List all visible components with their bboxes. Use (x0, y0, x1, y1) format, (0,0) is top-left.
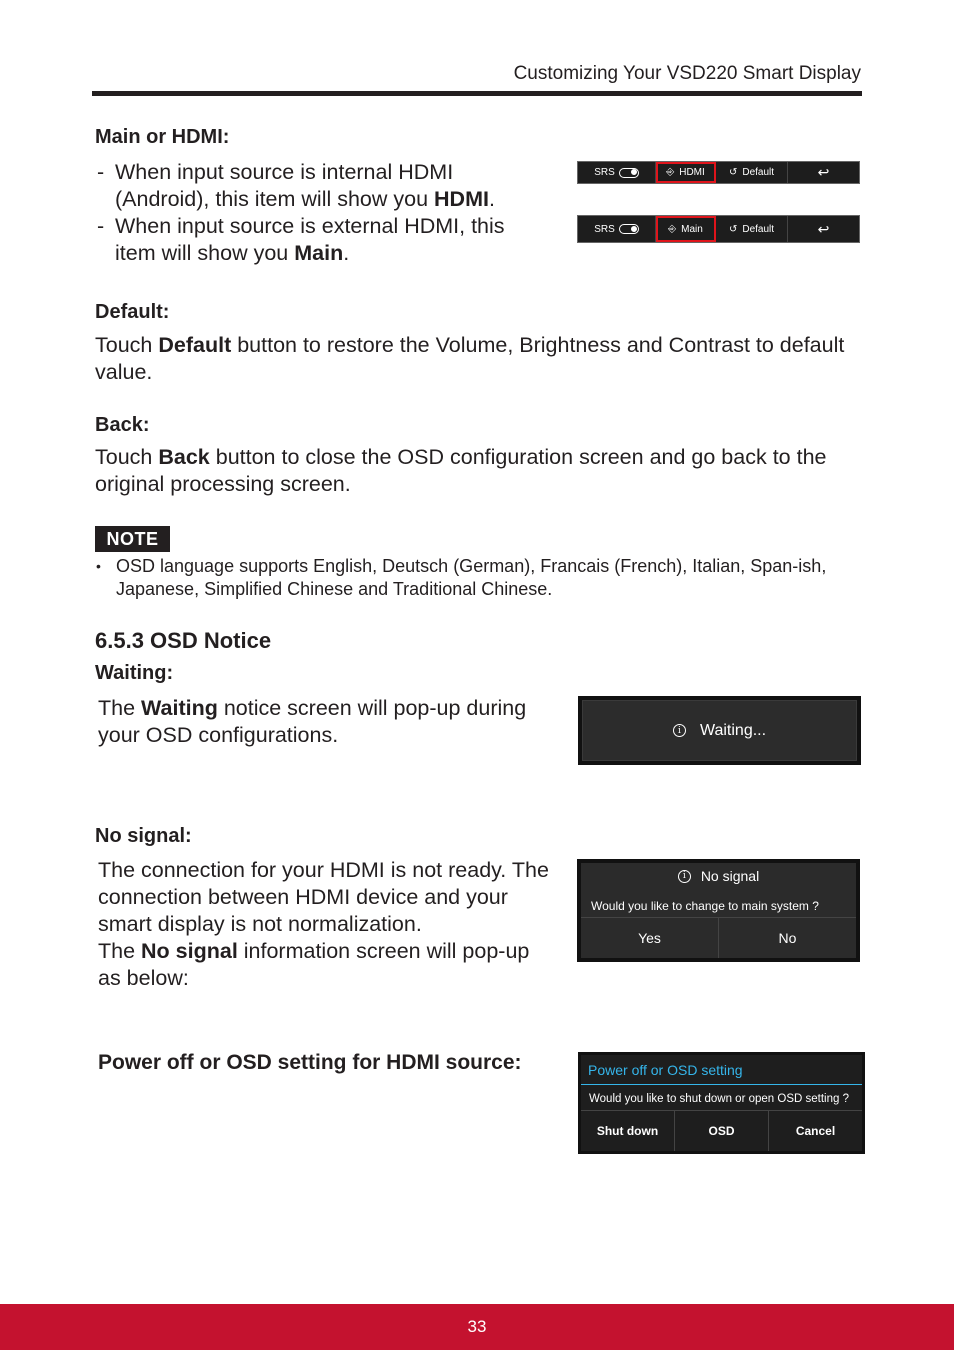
no-signal-description: The connection for your HDMI is not ready. The connection between HDMI device and your smart display is not normalization. The No signal information screen will pop-up as below: (98, 858, 549, 990)
cancel-button[interactable]: Cancel (768, 1111, 862, 1151)
shut-down-button[interactable]: Shut down (596, 1124, 659, 1138)
osd-toolbar-main (577, 215, 860, 243)
default-button[interactable]: ↺ Default (716, 216, 788, 242)
input-source-icon: ⎆ (666, 167, 675, 178)
toggle-icon (619, 224, 639, 234)
yes-button[interactable]: Yes (638, 930, 661, 946)
back-heading: Back: (95, 414, 150, 436)
srs-toggle[interactable]: SRS (578, 216, 656, 242)
restore-icon: ↺ (728, 167, 738, 178)
info-icon: i (678, 870, 691, 883)
osd-button[interactable]: OSD (674, 1111, 768, 1151)
dialog-title: Power off or OSD setting (588, 1062, 743, 1078)
back-button[interactable] (788, 162, 859, 183)
back-arrow-icon: ↩ (817, 220, 830, 237)
power-off-heading: Power off or OSD setting for HDMI source: (98, 1051, 522, 1074)
default-heading: Default: (95, 301, 170, 323)
info-icon: i (673, 724, 686, 737)
power-off-dialog (581, 1055, 862, 1151)
no-signal-heading: No signal: (95, 825, 192, 847)
note-list (95, 555, 855, 601)
osd-toolbar-hdmi (577, 161, 860, 184)
waiting-description: The Waiting notice screen will pop-up during your OSD configurations. (98, 696, 527, 747)
waiting-screen (578, 696, 861, 765)
srs-toggle[interactable]: SRS (578, 162, 656, 183)
no-signal-dialog (581, 863, 856, 958)
waiting-dialog: i Waiting... (582, 700, 857, 761)
page-number: 33 (467, 1317, 487, 1336)
back-description: Touch Back button to close the OSD configuration screen and go back to the original processing screen. (95, 445, 827, 496)
dialog-title: No signal (700, 868, 760, 884)
no-button[interactable]: No (718, 918, 856, 958)
osd-notice-heading: 6.5.3 OSD Notice (95, 628, 272, 653)
header-rule (92, 91, 862, 96)
list-item: - When input source is internal HDMI (Android), this item will show you HDMI. (95, 159, 535, 213)
source-button-main[interactable]: ⎆ Main (656, 216, 716, 242)
list-item: • OSD language supports English, Deutsch (German), Francais (French), Italian, Span-ish, Japanese, Simplified Chinese and Traditional Chinese. (95, 555, 855, 601)
list-item: - When input source is external HDMI, this item will show you Main. (95, 213, 535, 267)
no-signal-screen (577, 859, 860, 962)
restore-icon: ↺ (728, 223, 738, 235)
input-source-icon: ⎆ (668, 223, 677, 235)
waiting-heading: Waiting: (95, 662, 174, 684)
source-button-hdmi[interactable]: ⎆ HDMI (656, 162, 716, 183)
main-hdmi-list (95, 159, 535, 267)
toggle-icon (619, 168, 639, 178)
default-description: Touch Default button to restore the Volume, Brightness and Contrast to default value. (95, 333, 845, 384)
footer-bar (0, 1304, 954, 1350)
dialog-divider (581, 1084, 862, 1085)
note-badge: NOTE (95, 526, 170, 552)
main-hdmi-heading: Main or HDMI: (95, 126, 230, 148)
page-header-title: Customizing Your VSD220 Smart Display (513, 63, 861, 84)
power-off-screen (578, 1052, 865, 1154)
dialog-message: Would you like to shut down or open OSD setting ? (589, 1093, 849, 1105)
back-arrow-icon: ↩ (817, 164, 830, 180)
back-button[interactable] (788, 216, 859, 242)
dialog-message: Would you like to change to main system ? (591, 899, 819, 913)
default-button[interactable]: ↺ Default (716, 162, 788, 183)
